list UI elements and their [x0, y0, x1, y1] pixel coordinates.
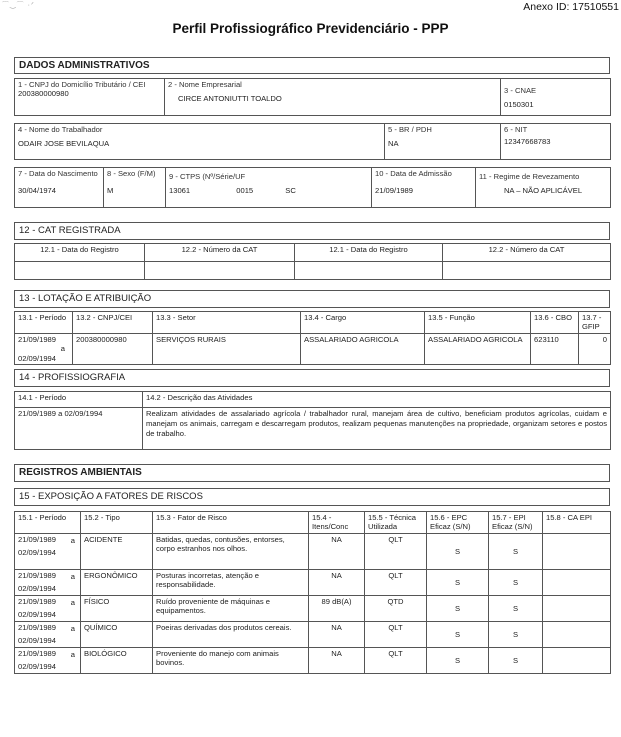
ctps-values	[169, 186, 368, 195]
cnae-value: 0150301	[504, 100, 534, 110]
profissiografia-descricao: Realizam atividades de assalariado agrícola / trabalhador rural, manejam área de cultivo, beneficiam produtos agrícolas, cuidam e manejam os animais, carregam e descarregam produtos, realizam pequenas manutenções na propriedade, organizam setores e postos de trabalho.	[143, 408, 611, 450]
lotacao-gfip: 0	[579, 333, 611, 364]
cnae-label: 3 - CNAE	[504, 86, 537, 95]
exposicao-fator: Batidas, quedas, contusões, entorses, corpo estranhos nos olhos.	[153, 534, 309, 570]
exposicao-row-fisico	[15, 596, 611, 622]
exposicao-periodo-a: a	[70, 598, 75, 608]
nit-value: 12347668783	[504, 137, 551, 147]
exposicao-header-itens: 15.4 - Itens/Conc	[309, 512, 365, 534]
cat-cell-empty	[145, 262, 295, 280]
lotacao-periodo-a: a	[60, 344, 65, 354]
section-profissiografia: 14 - PROFISSIOGRAFIA	[14, 369, 610, 387]
section-dados-administrativos: DADOS ADMINISTRATIVOS	[14, 57, 610, 74]
exposicao-periodo-a: a	[70, 650, 75, 660]
exposicao-fator: Posturas incorretas, atenção e responsabilidade.	[153, 570, 309, 596]
anexo-id: Anexo ID: 17510551	[523, 1, 619, 13]
exposicao-tipo: BIOLÓGICO	[81, 648, 153, 674]
br-pdh-cell	[385, 124, 501, 160]
exposicao-periodo-a: a	[70, 536, 75, 546]
cnpj-value: 200380000980	[18, 89, 69, 99]
trabalhador-label: 4 - Nome do Trabalhador	[18, 125, 103, 134]
nit-cell	[501, 124, 611, 160]
lotacao-header-funcao: 13.5 - Função	[425, 312, 531, 334]
sexo-value: M	[107, 186, 114, 196]
nascimento-label: 7 - Data do Nascimento	[18, 169, 98, 178]
exposicao-header-tipo: 15.2 - Tipo	[81, 512, 153, 534]
exposicao-periodo-fim: 02/09/1994	[18, 661, 57, 671]
cnae-cell	[501, 79, 611, 116]
exposicao-periodo-inicio: 21/09/1989	[18, 597, 57, 606]
exposicao-header-epc: 15.6 - EPC Eficaz (S/N)	[427, 512, 489, 534]
exposicao-ca	[543, 570, 611, 596]
nome-empresarial-label: 2 - Nome Empresarial	[168, 80, 242, 89]
lotacao-periodo-fim: 02/09/1994	[18, 353, 57, 363]
exposicao-ca	[543, 596, 611, 622]
nascimento-cell	[15, 168, 104, 208]
trabalhador-value: ODAIR JOSE BEVILAQUA	[18, 139, 110, 149]
document-title: Perfil Profissiográfico Previdenciário - PPP	[172, 21, 449, 36]
exposicao-tecnica: QLT	[365, 570, 427, 596]
exposicao-fator: Proveniente do manejo com animais bovinos.	[153, 648, 309, 674]
exposicao-header-periodo: 15.1 - Período	[15, 512, 81, 534]
lotacao-table	[14, 311, 611, 365]
lotacao-cbo: 623110	[531, 333, 579, 364]
ctps-uf: SC	[285, 186, 296, 196]
cat-header-data-1: 12.1 - Data do Registro	[15, 244, 145, 262]
cat-header-numero-2: 12.2 - Número da CAT	[443, 244, 611, 262]
sexo-cell	[104, 168, 166, 208]
cat-header-numero-1: 12.2 - Número da CAT	[145, 244, 295, 262]
revezamento-value: NA – NÃO APLICÁVEL	[503, 186, 583, 196]
lotacao-header-setor: 13.3 - Setor	[153, 312, 301, 334]
nome-empresarial-cell	[165, 79, 501, 116]
exposicao-tipo: ACIDENTE	[81, 534, 153, 570]
exposicao-periodo-cell	[15, 570, 81, 596]
exposicao-tipo: QUÍMICO	[81, 622, 153, 648]
exposicao-itens: 89 dB(A)	[309, 596, 365, 622]
ctps-serie: 0015	[236, 186, 254, 196]
exposicao-itens: NA	[309, 570, 365, 596]
section-exposicao: 15 - EXPOSIÇÃO A FATORES DE RISCOS	[14, 488, 610, 506]
exposicao-ca	[543, 622, 611, 648]
section-lotacao: 13 - LOTAÇÃO E ATRIBUIÇÃO	[14, 290, 610, 308]
exposicao-tecnica: QTD	[365, 596, 427, 622]
admin-row-3	[14, 167, 611, 208]
ctps-label: 9 - CTPS (Nº/Série/UF	[169, 172, 246, 181]
exposicao-tecnica: QLT	[365, 648, 427, 674]
lotacao-header-cbo: 13.6 - CBO	[531, 312, 579, 334]
br-pdh-label: 5 - BR / PDH	[388, 125, 432, 134]
exposicao-ca	[543, 648, 611, 674]
section-registros-ambientais: REGISTROS AMBIENTAIS	[14, 464, 610, 482]
exposicao-fator: Ruído proveniente de máquinas e equipamentos.	[153, 596, 309, 622]
exposicao-epi: S	[489, 648, 543, 674]
lotacao-cnpj: 200380000980	[73, 333, 153, 364]
ctps-numero: 13061	[169, 186, 191, 196]
admin-row-2	[14, 123, 611, 160]
profissiografia-table	[14, 391, 611, 450]
exposicao-periodo-cell	[15, 534, 81, 570]
exposicao-epc: S	[427, 596, 489, 622]
exposicao-tipo: FÍSICO	[81, 596, 153, 622]
exposicao-epi: S	[489, 534, 543, 570]
cat-cell-empty	[15, 262, 145, 280]
cat-table	[14, 243, 611, 280]
lotacao-header-periodo: 13.1 - Período	[15, 312, 73, 334]
lotacao-header-cnpj: 13.2 - CNPJ/CEI	[73, 312, 153, 334]
exposicao-table	[14, 511, 611, 674]
cnpj-label: 1 - CNPJ do Domicílio Tributário / CEI	[18, 80, 146, 89]
trabalhador-cell	[15, 124, 385, 160]
exposicao-periodo-inicio: 21/09/1989	[18, 571, 57, 580]
profissiografia-header-descricao: 14.2 - Descrição das Atividades	[143, 392, 611, 408]
cnpj-cell	[15, 79, 165, 116]
exposicao-row-acidente	[15, 534, 611, 570]
exposicao-tecnica: QLT	[365, 622, 427, 648]
exposicao-periodo-inicio: 21/09/1989	[18, 535, 57, 544]
exposicao-periodo-cell	[15, 596, 81, 622]
profissiografia-header-periodo: 14.1 - Período	[15, 392, 143, 408]
exposicao-itens: NA	[309, 622, 365, 648]
exposicao-ca	[543, 534, 611, 570]
lotacao-funcao: ASSALARIADO AGRICOLA	[425, 333, 531, 364]
lotacao-setor: SERVIÇOS RURAIS	[153, 333, 301, 364]
exposicao-periodo-a: a	[70, 624, 75, 634]
ctps-cell	[166, 168, 372, 208]
cat-header-data-2: 12.1 - Data do Registro	[295, 244, 443, 262]
exposicao-itens: NA	[309, 534, 365, 570]
exposicao-epi: S	[489, 596, 543, 622]
exposicao-periodo-inicio: 21/09/1989	[18, 623, 57, 632]
exposicao-epi: S	[489, 622, 543, 648]
scribble-mark: ⌒‿⌒ ·ᐟ	[2, 2, 35, 9]
exposicao-header-fator: 15.3 - Fator de Risco	[153, 512, 309, 534]
exposicao-epc: S	[427, 648, 489, 674]
exposicao-tecnica: QLT	[365, 534, 427, 570]
cat-cell-empty	[443, 262, 611, 280]
exposicao-header-ca: 15.8 - CA EPI	[543, 512, 611, 534]
sexo-label: 8 - Sexo (F/M)	[107, 169, 156, 178]
cat-cell-empty	[295, 262, 443, 280]
admin-row-1	[14, 78, 611, 116]
admissao-value: 21/09/1989	[375, 186, 414, 196]
exposicao-periodo-fim: 02/09/1994	[18, 609, 57, 619]
revezamento-cell	[476, 168, 611, 208]
exposicao-row-ergonomico	[15, 570, 611, 596]
lotacao-periodo-cell	[15, 333, 73, 364]
br-pdh-value: NA	[388, 139, 399, 149]
exposicao-epc: S	[427, 534, 489, 570]
exposicao-periodo-inicio: 21/09/1989	[18, 649, 57, 658]
exposicao-epi: S	[489, 570, 543, 596]
lotacao-header-cargo: 13.4 - Cargo	[301, 312, 425, 334]
exposicao-itens: NA	[309, 648, 365, 674]
exposicao-epc: S	[427, 622, 489, 648]
section-cat: 12 - CAT REGISTRADA	[14, 222, 610, 240]
exposicao-periodo-fim: 02/09/1994	[18, 635, 57, 645]
admissao-cell	[372, 168, 476, 208]
lotacao-periodo-inicio: 21/09/1989	[18, 334, 57, 344]
nome-empresarial-value: CIRCE ANTONIUTTI TOALDO	[178, 94, 282, 104]
exposicao-periodo-cell	[15, 648, 81, 674]
admissao-label: 10 - Data de Admissão	[375, 169, 452, 178]
profissiografia-periodo: 21/09/1989 a 02/09/1994	[15, 408, 143, 450]
exposicao-header-tecnica: 15.5 - Técnica Utilizada	[365, 512, 427, 534]
exposicao-row-quimico	[15, 622, 611, 648]
exposicao-row-biologico	[15, 648, 611, 674]
exposicao-periodo-a: a	[70, 572, 75, 582]
nit-label: 6 - NIT	[504, 125, 528, 134]
exposicao-epc: S	[427, 570, 489, 596]
exposicao-header-epi: 15.7 - EPI Eficaz (S/N)	[489, 512, 543, 534]
lotacao-cargo: ASSALARIADO AGRICOLA	[301, 333, 425, 364]
exposicao-periodo-fim: 02/09/1994	[18, 583, 57, 593]
exposicao-periodo-cell	[15, 622, 81, 648]
revezamento-label: 11 - Regime de Revezamento	[479, 172, 580, 181]
exposicao-periodo-fim: 02/09/1994	[18, 547, 57, 557]
nascimento-value: 30/04/1974	[18, 186, 57, 196]
lotacao-header-gfip: 13.7 - GFIP	[579, 312, 611, 334]
exposicao-tipo: ERGONÔMICO	[81, 570, 153, 596]
exposicao-fator: Poeiras derivadas dos produtos cereais.	[153, 622, 309, 648]
